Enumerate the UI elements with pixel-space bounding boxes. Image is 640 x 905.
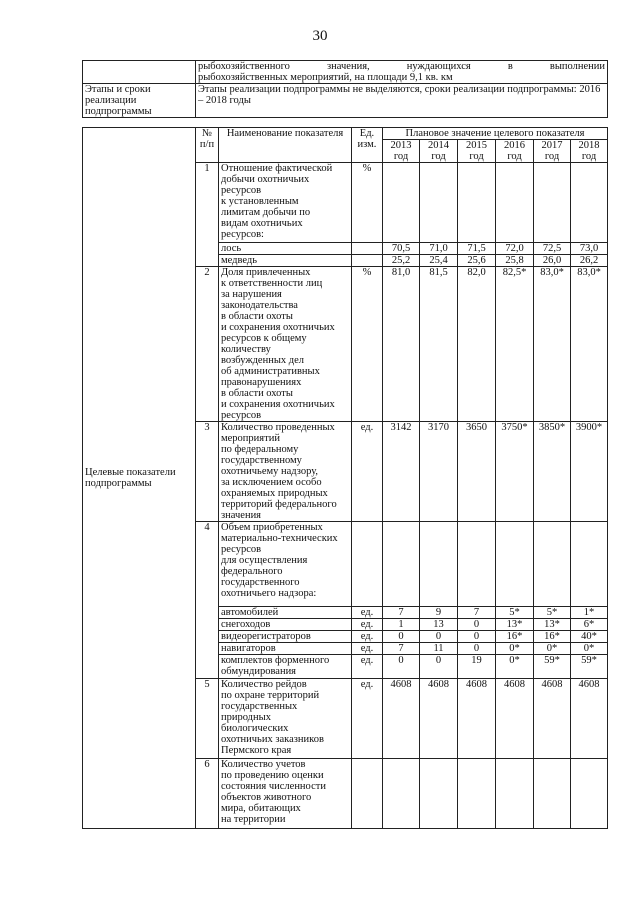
indicator-value bbox=[534, 522, 571, 607]
sub-indicator-value: 1* bbox=[571, 607, 608, 619]
indicator-value bbox=[420, 759, 458, 829]
sub-indicator-value: 25,6 bbox=[458, 255, 496, 267]
indicator-number: 3 bbox=[196, 422, 219, 522]
indicator-value: 4608 bbox=[383, 679, 420, 759]
indicator-unit: ед. bbox=[352, 679, 383, 759]
header-year-2013: 2013 год bbox=[383, 140, 420, 163]
indicator-value: 3142 bbox=[383, 422, 420, 522]
sub-indicator-value: 40* bbox=[571, 631, 608, 643]
sub-indicator-value: 71,5 bbox=[458, 243, 496, 255]
indicator-value: 4608 bbox=[496, 679, 534, 759]
sub-indicator-value: 11 bbox=[420, 643, 458, 655]
indicator-value: 4608 bbox=[534, 679, 571, 759]
sub-indicator-unit bbox=[352, 243, 383, 255]
indicator-value: 82,5* bbox=[496, 267, 534, 422]
sub-indicator-value: 0 bbox=[458, 631, 496, 643]
indicator-value: 3900* bbox=[571, 422, 608, 522]
indicator-value bbox=[534, 163, 571, 243]
header-year-2015: 2015 год bbox=[458, 140, 496, 163]
sub-indicator-name: видеорегистраторов bbox=[219, 631, 352, 643]
indicator-value: 83,0* bbox=[534, 267, 571, 422]
stages-label: Этапы и сроки реализации подпрограммы bbox=[83, 84, 196, 118]
indicator-value: 83,0* bbox=[571, 267, 608, 422]
sub-indicator-value: 0* bbox=[534, 643, 571, 655]
indicator-value: 3750* bbox=[496, 422, 534, 522]
indicator-number: 1 bbox=[196, 163, 219, 267]
indicator-value bbox=[496, 759, 534, 829]
page-number: 30 bbox=[312, 28, 328, 44]
indicator-number: 4 bbox=[196, 522, 219, 679]
section-label: Целевые показатели подпрограммы bbox=[83, 128, 196, 829]
sub-indicator-name: автомобилей bbox=[219, 607, 352, 619]
indicator-value bbox=[458, 759, 496, 829]
header-year-2018: 2018 год bbox=[571, 140, 608, 163]
indicator-value bbox=[496, 163, 534, 243]
indicator-value: 3850* bbox=[534, 422, 571, 522]
indicator-number: 6 bbox=[196, 759, 219, 829]
sub-indicator-value: 16* bbox=[496, 631, 534, 643]
indicator-name: Доля привлеченных к ответственности лиц за нарушения законодательства в области охоты и сохранения охотничьих ресурсов к общему количеству возбужденных дел об административных правонарушениях в области охоты и сохранения охотничьих ресурсов bbox=[219, 267, 352, 422]
indicator-unit: % bbox=[352, 163, 383, 243]
continued-text-cell bbox=[196, 61, 608, 84]
sub-indicator-value: 0 bbox=[458, 619, 496, 631]
indicator-value bbox=[571, 163, 608, 243]
indicator-value bbox=[420, 163, 458, 243]
sub-indicator-value: 70,5 bbox=[383, 243, 420, 255]
continued-text-line2: рыбохозяйственных мероприятий, на площади 9,1 кв. км bbox=[198, 72, 453, 83]
sub-indicator-value: 25,2 bbox=[383, 255, 420, 267]
indicator-unit: % bbox=[352, 267, 383, 422]
indicator-unit bbox=[352, 759, 383, 829]
sub-indicator-value: 0 bbox=[383, 631, 420, 643]
stages-row bbox=[83, 84, 608, 118]
sub-indicator-value: 16* bbox=[534, 631, 571, 643]
sub-indicator-unit: ед. bbox=[352, 619, 383, 631]
sub-indicator-name: снегоходов bbox=[219, 619, 352, 631]
sub-indicator-unit bbox=[352, 255, 383, 267]
indicator-value: 81,0 bbox=[383, 267, 420, 422]
stages-text: Этапы реализации подпрограммы не выделяются, сроки реализации подпрограммы: 2016 – 2018 годы bbox=[196, 84, 608, 118]
header-name: Наименование показателя bbox=[219, 128, 352, 163]
sub-indicator-name: лось bbox=[219, 243, 352, 255]
indicator-value: 3170 bbox=[420, 422, 458, 522]
sub-indicator-value: 0 bbox=[383, 655, 420, 679]
indicator-value bbox=[458, 522, 496, 607]
indicator-value bbox=[383, 759, 420, 829]
sub-indicator-value: 5* bbox=[496, 607, 534, 619]
sub-indicator-value: 7 bbox=[458, 607, 496, 619]
target-indicators-table bbox=[82, 127, 608, 829]
indicator-value: 82,0 bbox=[458, 267, 496, 422]
empty-label-cell bbox=[83, 61, 196, 84]
header-row bbox=[83, 128, 608, 140]
sub-indicator-value: 13* bbox=[534, 619, 571, 631]
indicator-value bbox=[571, 522, 608, 607]
header-year-2017: 2017 год bbox=[534, 140, 571, 163]
indicator-number: 2 bbox=[196, 267, 219, 422]
indicator-value bbox=[458, 163, 496, 243]
sub-indicator-unit: ед. bbox=[352, 655, 383, 679]
header-year-2016: 2016 год bbox=[496, 140, 534, 163]
header-plan: Плановое значение целевого показателя bbox=[383, 128, 608, 140]
sub-indicator-unit: ед. bbox=[352, 643, 383, 655]
indicator-name: Объем приобретенных материально-технических ресурсов для осуществления федерального государственного охотничьего надзора: bbox=[219, 522, 352, 607]
continued-row bbox=[83, 61, 608, 84]
sub-indicator-value: 0* bbox=[571, 643, 608, 655]
header-year-2014: 2014 год bbox=[420, 140, 458, 163]
indicator-value bbox=[571, 759, 608, 829]
sub-indicator-value: 26,2 bbox=[571, 255, 608, 267]
sub-indicator-name: медведь bbox=[219, 255, 352, 267]
sub-indicator-value: 59* bbox=[534, 655, 571, 679]
indicator-value: 3650 bbox=[458, 422, 496, 522]
sub-indicator-value: 9 bbox=[420, 607, 458, 619]
sub-indicator-value: 0 bbox=[420, 655, 458, 679]
indicator-name: Отношение фактической добычи охотничьих ресурсов к установленным лимитам добычи по видам охотничьих ресурсов: bbox=[219, 163, 352, 243]
sub-indicator-value: 13* bbox=[496, 619, 534, 631]
sub-indicator-value: 25,8 bbox=[496, 255, 534, 267]
continued-text-line1: рыбохозяйственного значения, нуждающихся в выполнении bbox=[198, 61, 605, 72]
sub-indicator-value: 25,4 bbox=[420, 255, 458, 267]
indicator-value: 4608 bbox=[571, 679, 608, 759]
indicator-unit bbox=[352, 522, 383, 607]
sub-indicator-value: 1 bbox=[383, 619, 420, 631]
indicator-value bbox=[420, 522, 458, 607]
sub-indicator-value: 6* bbox=[571, 619, 608, 631]
sub-indicator-value: 0 bbox=[458, 643, 496, 655]
indicator-value: 4608 bbox=[420, 679, 458, 759]
sub-indicator-value: 72,0 bbox=[496, 243, 534, 255]
indicator-value: 81,5 bbox=[420, 267, 458, 422]
sub-indicator-value: 26,0 bbox=[534, 255, 571, 267]
sub-indicator-value: 13 bbox=[420, 619, 458, 631]
sub-indicator-value: 7 bbox=[383, 607, 420, 619]
program-passport-top-table bbox=[82, 60, 608, 118]
header-unit: Ед. изм. bbox=[352, 128, 383, 163]
indicator-unit: ед. bbox=[352, 422, 383, 522]
sub-indicator-value: 5* bbox=[534, 607, 571, 619]
indicator-value bbox=[534, 759, 571, 829]
sub-indicator-value: 0 bbox=[420, 631, 458, 643]
indicator-name: Количество учетов по проведению оценки состояния численности объектов животного мира, обитающих на территории bbox=[219, 759, 352, 829]
sub-indicator-value: 19 bbox=[458, 655, 496, 679]
sub-indicator-value: 0* bbox=[496, 655, 534, 679]
indicator-value bbox=[496, 522, 534, 607]
header-num: № п/п bbox=[196, 128, 219, 163]
sub-indicator-name: навигаторов bbox=[219, 643, 352, 655]
sub-indicator-unit: ед. bbox=[352, 631, 383, 643]
sub-indicator-value: 0* bbox=[496, 643, 534, 655]
indicator-name: Количество рейдов по охране территорий государственных природных биологических охотничьих заказников Пермского края bbox=[219, 679, 352, 759]
sub-indicator-name: комплектов форменного обмундирования bbox=[219, 655, 352, 679]
sub-indicator-unit: ед. bbox=[352, 607, 383, 619]
indicator-value bbox=[383, 522, 420, 607]
sub-indicator-value: 7 bbox=[383, 643, 420, 655]
indicator-number: 5 bbox=[196, 679, 219, 759]
sub-indicator-value: 71,0 bbox=[420, 243, 458, 255]
indicator-value bbox=[383, 163, 420, 243]
indicator-name: Количество проведенных мероприятий по федеральному государственному охотничьему надзору, за исключением особо охраняемых природных территорий федерального значения bbox=[219, 422, 352, 522]
indicator-value: 4608 bbox=[458, 679, 496, 759]
sub-indicator-value: 72,5 bbox=[534, 243, 571, 255]
sub-indicator-value: 59* bbox=[571, 655, 608, 679]
sub-indicator-value: 73,0 bbox=[571, 243, 608, 255]
